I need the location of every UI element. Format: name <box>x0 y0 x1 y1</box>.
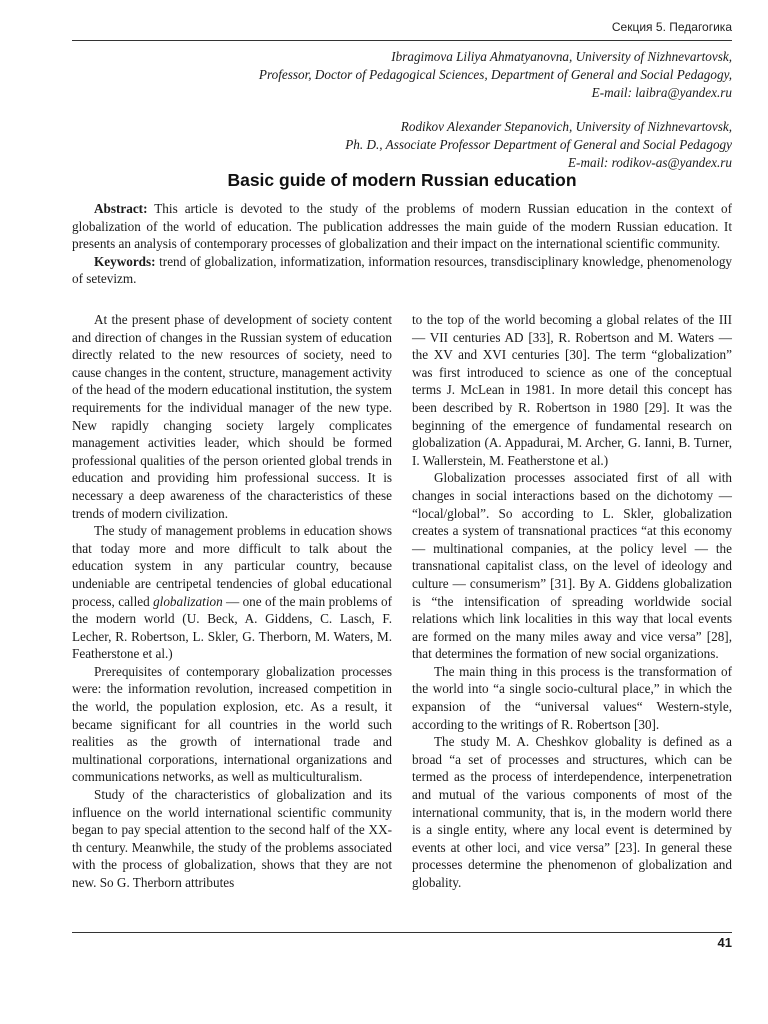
body-paragraph: The study M. A. Cheshkov globality is defined as a broad “a set of processes and structures, which can be termed as the process of interdependence, interpenetration and mutual of the various components of most of the international community, that is, in the modern world there is a single entity, where any local event is determined by events at other loci, and vice versa” [23]. In general these processes determine the phenomenon of globalization and globality. <box>412 734 732 890</box>
abstract-label: Abstract: <box>94 201 148 216</box>
body-paragraph: At the present phase of development of society content and direction of changes in the Russian system of education directly related to the new resources of society, need to cause changes in the content, structure, management activity of the head of the modern educational institution, the system requirements for the individual manager of the new type. New rapidly changing society largely complicates management activities leader, which should be formed professional qualities of the person oriented global trends in education and providing him professional success. It is necessary a deep awareness of the characteristics of these trends of modern civilization. <box>72 312 392 521</box>
left-column <box>72 311 392 925</box>
page-number: 41 <box>717 935 732 950</box>
body-paragraph-continuation: to the top of the world becoming a global relates of the III — VII centuries AD [33], R. Robertson and M. Waters — the XV and XVI centuries [30]. The term “globalization” was first introduced to science as one of the conceptual terms J. McLean in 1981. In more detail this concept has been described by R. Robertson in 1980 [29]. It was the beginning of the emergence of fundamental research on globalization (A. Appadurai, M. Archer, G. Ianni, B. Turner, I. Wallerstein, M. Featherstone et al.) <box>412 312 732 468</box>
body-paragraph: Prerequisites of contemporary globalization processes were: the information revolution, increased competition in the world, the population explosion, etc. As a result, it became significant for all countries in the world such realities as the growth of international trade and multinational corporations, international organizations and communications networks, as well as multiculturalism. <box>72 663 392 785</box>
abstract-paragraph <box>72 200 732 253</box>
body-paragraph <box>72 522 392 663</box>
keywords-paragraph <box>72 253 732 288</box>
running-header-section: Секция 5. Педагогика <box>611 20 732 34</box>
footer-rule <box>72 932 732 933</box>
keywords-text: trend of globalization, informatization, information resources, transdisciplinary knowledge, phenomenology of setevizm. <box>72 253 733 286</box>
keywords-label: Keywords: <box>94 253 156 269</box>
body-paragraph: The main thing in this process is the transformation of the world into “a single socio-cultural place,” in which the expansion of the “universal values“ Western-style, according to the writings of R. Robertson [30]. <box>412 663 732 732</box>
body-paragraph: Study of the characteristics of globalization and its influence on the world international scientific community began to pay special attention to the second half of the XX-th century. Meanwhile, the study of the problems associated with the process of globalization, shows that they are not new. So G. Therborn attributes <box>72 787 392 890</box>
body-columns <box>72 311 732 925</box>
author-block <box>72 48 732 172</box>
body-paragraph: Globalization processes associated first of all with changes in social interactions based on the dichotomy — “local/global”. So according to L. Skler, globalization creates a system of transnational practices “at this economy — multinational companies, at the policy level — the transnational capitalist class, on the level of ideology and culture — consumerism” [31]. By A. Giddens globalization is “the intensification of spreading worldwide social relations which link localities in this way that local events are formed on the many miles away and vice versa” [28], that determines the formation of new social organizations. <box>412 470 732 662</box>
author-2-line-2: Ph. D., Associate Professor Department of General and Social Pedagogy <box>345 137 732 152</box>
body-text: — one of the main problems of the modern world (U. Beck, A. Giddens, C. Lasch, F. Lecher, R. Robertson, L. Skler, G. Therborn, M. Waters, M. Featherstone et al.) <box>72 593 392 662</box>
body-text: The study of management problems in education shows that today more and more difficult to talk about the education system in any particular country, because undeniable are centripetal tendencies of global educational process, called <box>72 523 392 609</box>
body-emphasis: globalization <box>153 593 223 609</box>
abstract-block <box>72 200 732 288</box>
author-1-line-2: Professor, Doctor of Pedagogical Sciences, Department of General and Social Pedagogy, <box>258 67 732 82</box>
author-1-email: E-mail: laibra@yandex.ru <box>591 85 732 100</box>
abstract-text: This article is devoted to the study of the problems of modern Russian education in the context of globalization of the world of education. The publication addresses the main guide of the modern Russian education. It presents an analysis of contemporary processes of globalization and their impact on the international scientific community. <box>72 201 732 251</box>
author-2-line-1: Rodikov Alexander Stepanovich, University of Nizhnevartovsk, <box>400 119 732 134</box>
header-rule <box>72 40 732 41</box>
author-2-email: E-mail: rodikov-as@yandex.ru <box>568 155 732 170</box>
right-column <box>412 311 732 925</box>
article-title: Basic guide of modern Russian education <box>227 170 577 190</box>
author-1-line-1: Ibragimova Liliya Ahmatyanovna, University of Nizhnevartovsk, <box>391 49 732 64</box>
